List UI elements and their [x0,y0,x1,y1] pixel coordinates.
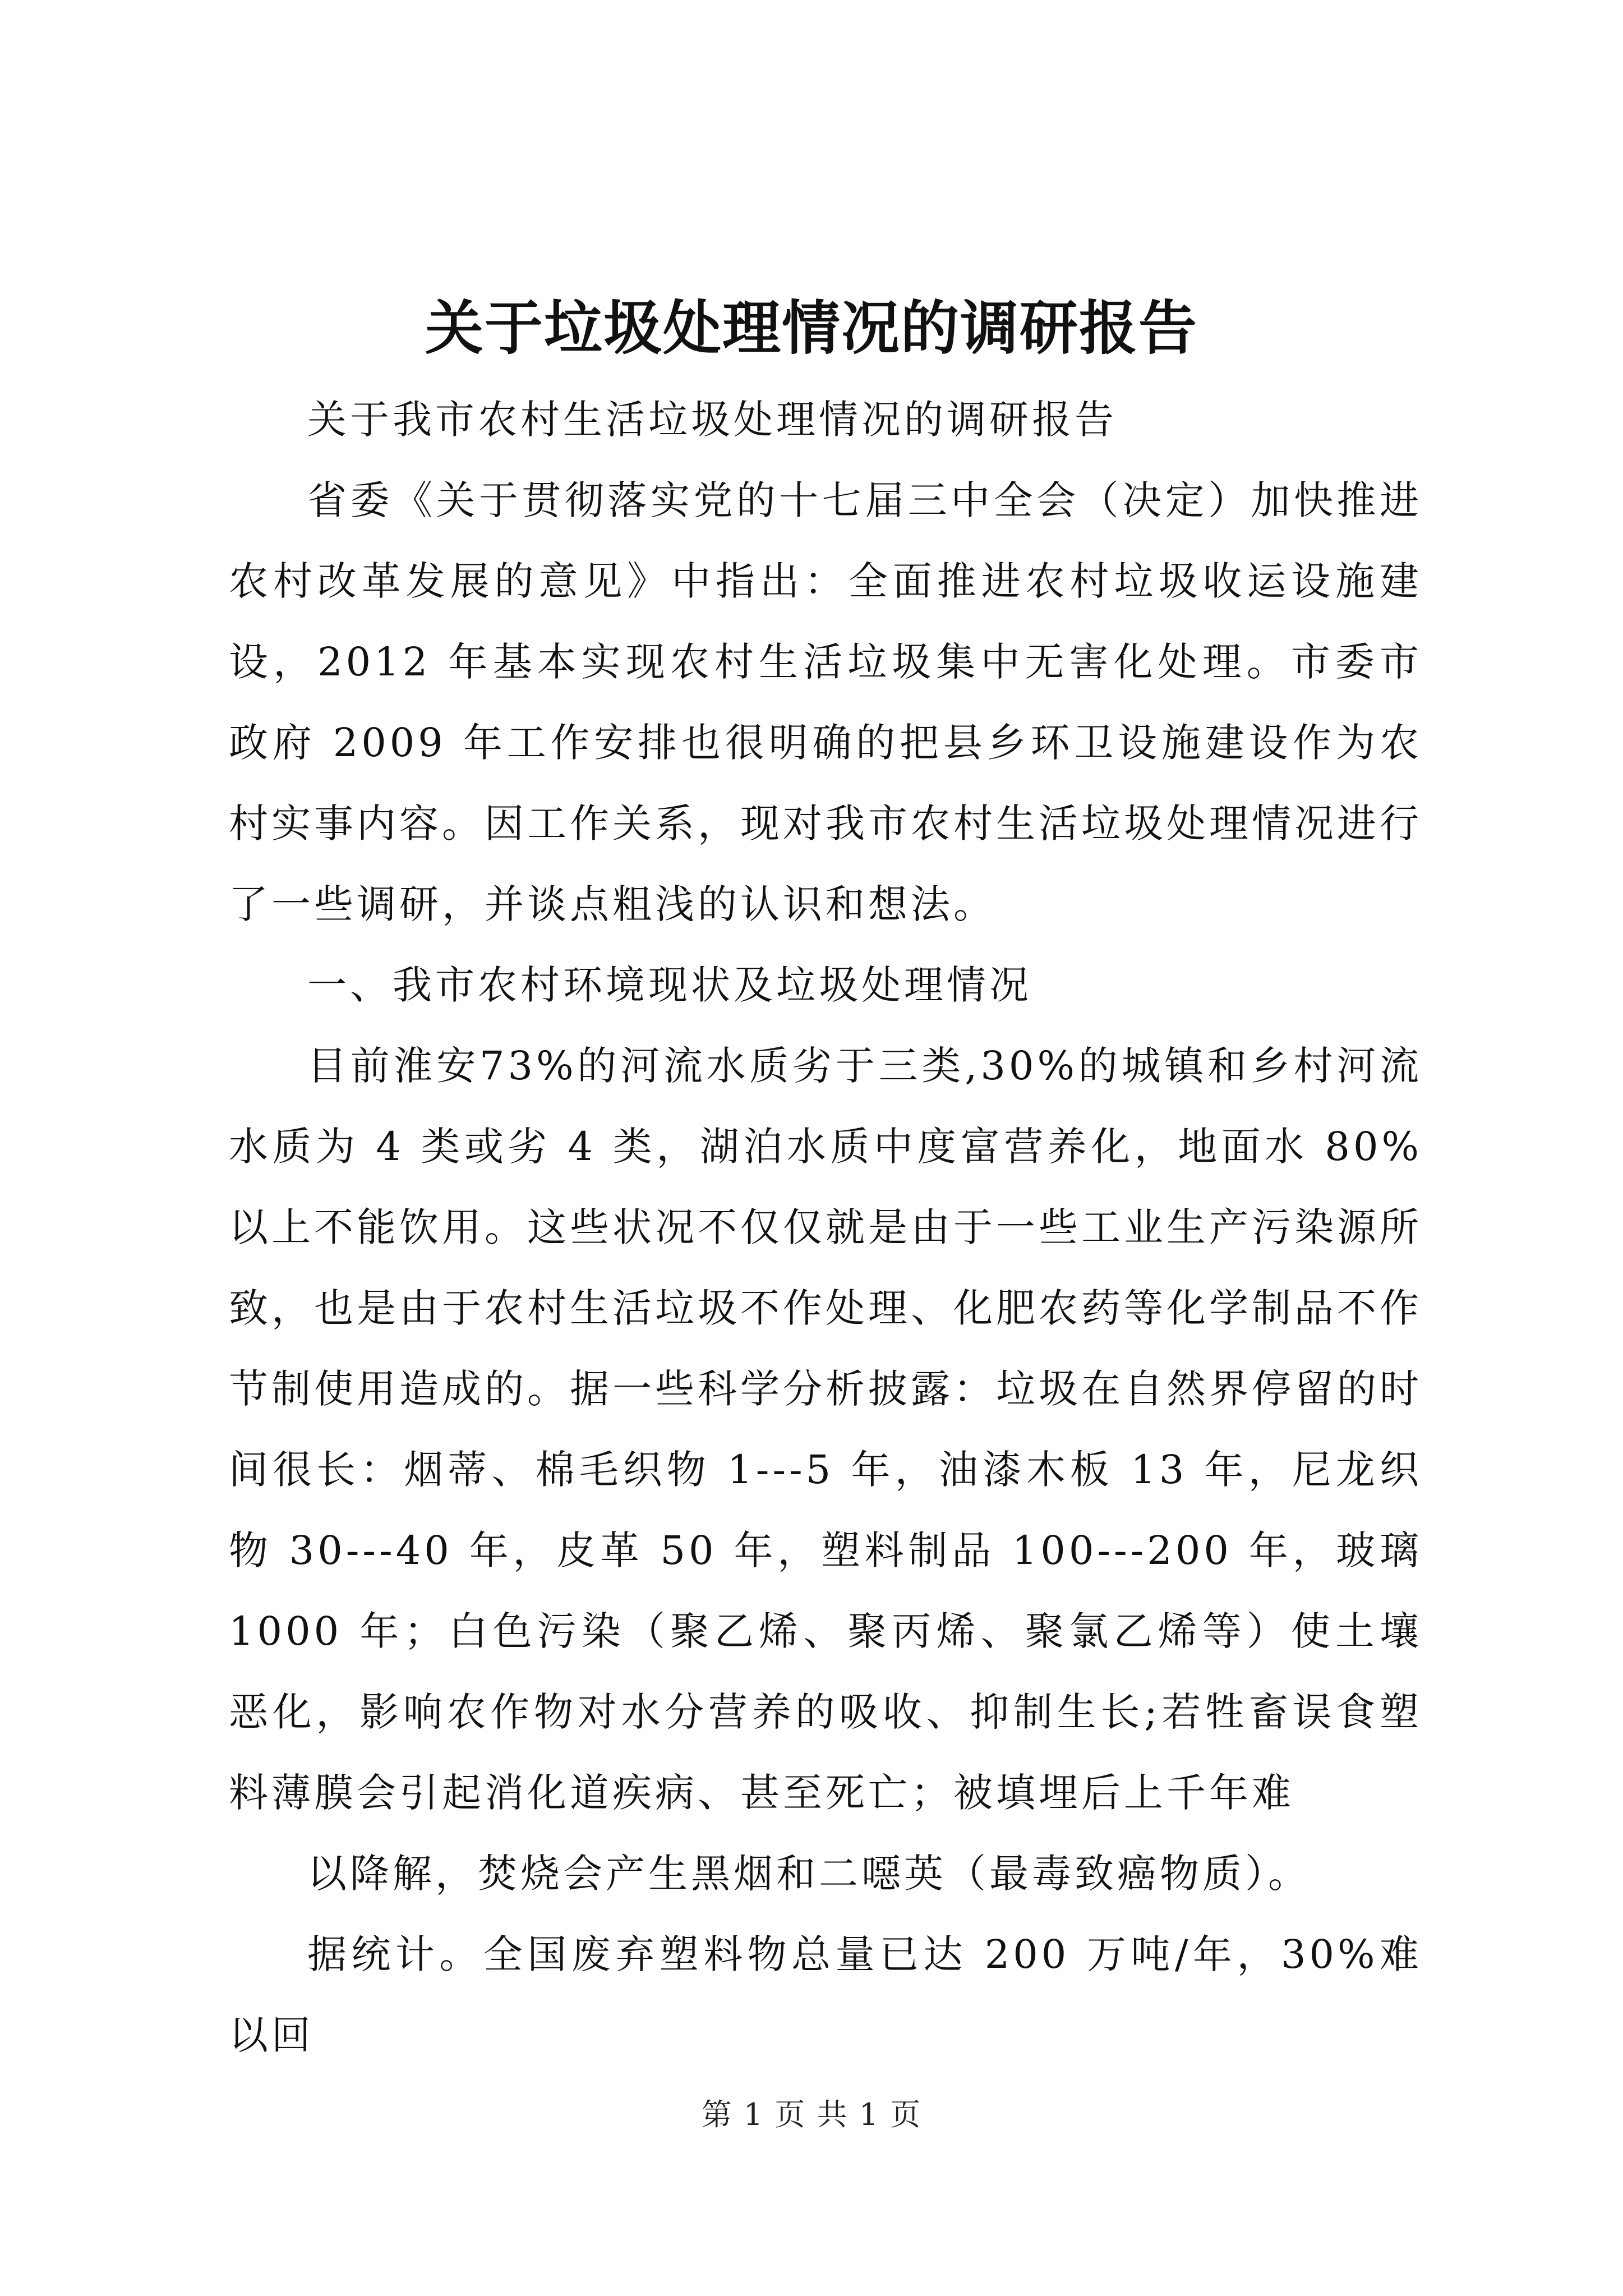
document-title: 关于垃圾处理情况的调研报告 [425,293,1198,362]
document-body [229,379,1422,2076]
page-number-footer: 第 1 页 共 1 页 [701,2097,922,2132]
paragraph-subtitle: 关于我市农村生活垃圾处理情况的调研报告 [307,397,1117,443]
paragraph-statistics: 据统计。全国废弃塑料物总量已达 200 万吨/年，30%难以回 [229,1931,1422,2058]
paragraph-environment-status: 目前淮安73%的河流水质劣于三类,30%的城镇和乡村河流水质为 4 类或劣 4 类，湖泊水质中度富营养化，地面水 80%以上不能饮用。这些状况不仅仅就是由于一些工业生产污染源所致，也是由于农村生活垃圾不作处理、化肥农药等化学制品不作节制使用造成的。据一些科学分析披露：垃圾在自然界停留的时间很长：烟蒂、棉毛织物 1---5 年，油漆木板 13 年，尼龙织物 30---40 年，皮革 50 年，塑料制品 100---200 年，玻璃 1000 年；白色污染（聚乙烯、聚丙烯、聚氯乙烯等）使土壤恶化，影响农作物对水分营养的吸收、抑制生长;若牲畜误食塑料薄膜会引起消化道疾病、甚至死亡；被填埋后上千年难 [229,1043,1422,1816]
paragraph-introduction: 省委《关于贯彻落实党的十七届三中全会（决定）加快推进农村改革发展的意见》中指出：全面推进农村垃圾收运设施建设，2012 年基本实现农村生活垃圾集中无害化处理。市委市政府 2009 年工作安排也很明确的把县乡环卫设施建设作为农村实事内容。因工作关系，现对我市农村生活垃圾处理情况进行了一些调研，并谈点粗浅的认识和想法。 [229,477,1422,927]
paragraph-degradation: 以降解，焚烧会产生黑烟和二噁英（最毒致癌物质）。 [307,1851,1311,1897]
paragraph-section-heading: 一、我市农村环境现状及垃圾处理情况 [307,962,1032,1008]
